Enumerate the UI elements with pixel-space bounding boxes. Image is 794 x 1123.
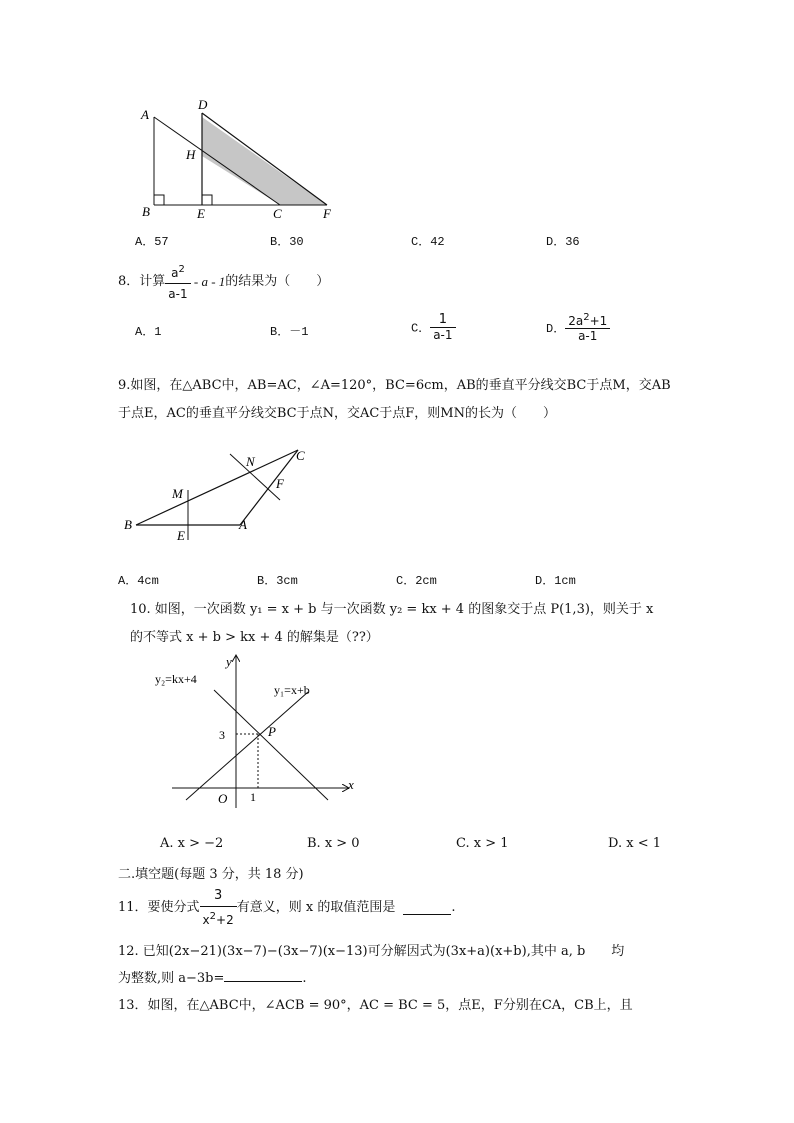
q13-line-1: 13．如图，在△ABC中，∠ACB = 90°，AC = BC = 5，点E，F分别在CA，CB上，且	[118, 998, 633, 1013]
q8-option-d-den: a-1	[565, 328, 610, 343]
q9-option-a: A．4cm	[118, 574, 159, 588]
q11-suffix: 有意义，则 x 的取值范围是	[236, 900, 396, 915]
q7-option-b: B．30	[270, 235, 304, 249]
label-E: E	[177, 528, 185, 543]
q8-option-a: A．1	[135, 325, 162, 339]
q8-option-d-label: D．	[546, 322, 566, 336]
q11-fraction	[200, 886, 237, 930]
q11-answer-blank[interactable]	[403, 902, 451, 915]
label-E: E	[197, 206, 205, 221]
q8-frac-den: a-1	[165, 283, 190, 304]
label-A: A	[239, 517, 247, 532]
q8-option-c-label: C．	[411, 321, 431, 336]
q11-prefix: 11．要使分式	[118, 900, 200, 915]
section-2-title: 二.填空题(每题 3 分，共 18 分)	[118, 867, 304, 882]
line-y2	[214, 690, 328, 800]
q12-line-1: 12. 已知(2x−21)(3x−7)−(3x−7)(x−13)可分解因式为(3x+a)(x+b),其中 a, b 均	[118, 944, 625, 959]
q12-line-2	[118, 967, 307, 986]
q12-end: .	[302, 971, 307, 986]
q9-line-2: 于点E，AC的垂直平分线交BC于点N，交AC于点F，则MN的长为（ ）	[118, 406, 556, 421]
q11-end: .	[451, 900, 456, 915]
label-P: P	[268, 724, 276, 739]
q7-option-d: D．36	[546, 235, 580, 249]
q8-prefix: 8．计算	[118, 274, 166, 289]
q8-option-c-den: a-1	[430, 327, 455, 342]
label-C: C	[273, 206, 282, 221]
q8-option-c	[411, 312, 456, 342]
label-F: F	[276, 476, 284, 491]
q8-option-d	[546, 312, 610, 343]
label-D: D	[198, 97, 208, 112]
label-H: H	[186, 147, 196, 162]
q10-option-d: D. x < 1	[608, 836, 661, 851]
q8-middle: - a - 1	[190, 274, 226, 289]
figure-q10-graph	[150, 650, 370, 810]
label-C: C	[296, 448, 305, 463]
label-B: B	[142, 204, 150, 219]
q7-option-c: C．42	[411, 235, 445, 249]
label-y1: y₁=x+b	[274, 683, 310, 697]
q11-frac-den-a: x	[202, 913, 210, 927]
q11-frac-den-b: +2	[216, 913, 234, 927]
line-y1	[186, 692, 308, 800]
label-x: x	[348, 777, 354, 792]
q8-question	[118, 260, 329, 304]
q8-option-d-num-a: 2a	[568, 314, 584, 328]
q8-frac-num: a	[171, 266, 179, 280]
q8-option-b: B．－1	[270, 325, 309, 339]
label-y: y	[226, 654, 232, 669]
q10-line-1: 10. 如图，一次函数 y₁ = x + b 与一次函数 y₂ = kx + 4 的图象交于点 P(1,3)，则关于 x	[130, 602, 654, 617]
q10-option-c: C. x > 1	[456, 836, 509, 851]
q10-option-a: A. x > −2	[160, 836, 224, 851]
q8-option-c-num: 1	[438, 312, 447, 327]
q12-answer-blank[interactable]	[224, 969, 302, 982]
q11-frac-den-sup: 2	[209, 911, 217, 922]
tick-3: 3	[219, 728, 225, 742]
q8-fraction	[165, 260, 190, 304]
q9-option-c: C．2cm	[396, 574, 437, 588]
q8-option-d-sup: 2	[583, 312, 590, 323]
tick-1: 1	[250, 790, 256, 804]
label-B: B	[124, 517, 132, 532]
label-y2: y₂=kx+4	[155, 672, 197, 686]
q9-line-1: 9.如图，在△ABC中，AB=AC，∠A=120°，BC=6cm，AB的垂直平分线交BC于点M，交AB	[118, 378, 671, 393]
q8-option-d-num-b: +1	[589, 314, 608, 328]
label-N: N	[246, 454, 255, 469]
figure-q9-triangle	[118, 440, 318, 550]
label-M: M	[172, 486, 183, 501]
label-A: A	[141, 107, 149, 122]
q8-frac-sup: 2	[178, 264, 185, 275]
q9-option-d: D．1cm	[535, 574, 576, 588]
q9-option-b: B．3cm	[257, 574, 298, 588]
q10-option-b: B. x > 0	[307, 836, 360, 851]
label-F: F	[323, 206, 331, 221]
figure-q7-triangles	[130, 95, 350, 225]
q11-question	[118, 886, 455, 930]
q10-line-2: 的不等式 x + b > kx + 4 的解集是（??）	[130, 630, 379, 645]
q12-line-2-text: 为整数,则 a−3b=	[118, 971, 225, 986]
q11-frac-num: 3	[214, 888, 223, 903]
q7-option-a: A．57	[135, 235, 169, 249]
label-O: O	[218, 791, 228, 806]
q8-suffix: 的结果为（ ）	[225, 274, 330, 289]
